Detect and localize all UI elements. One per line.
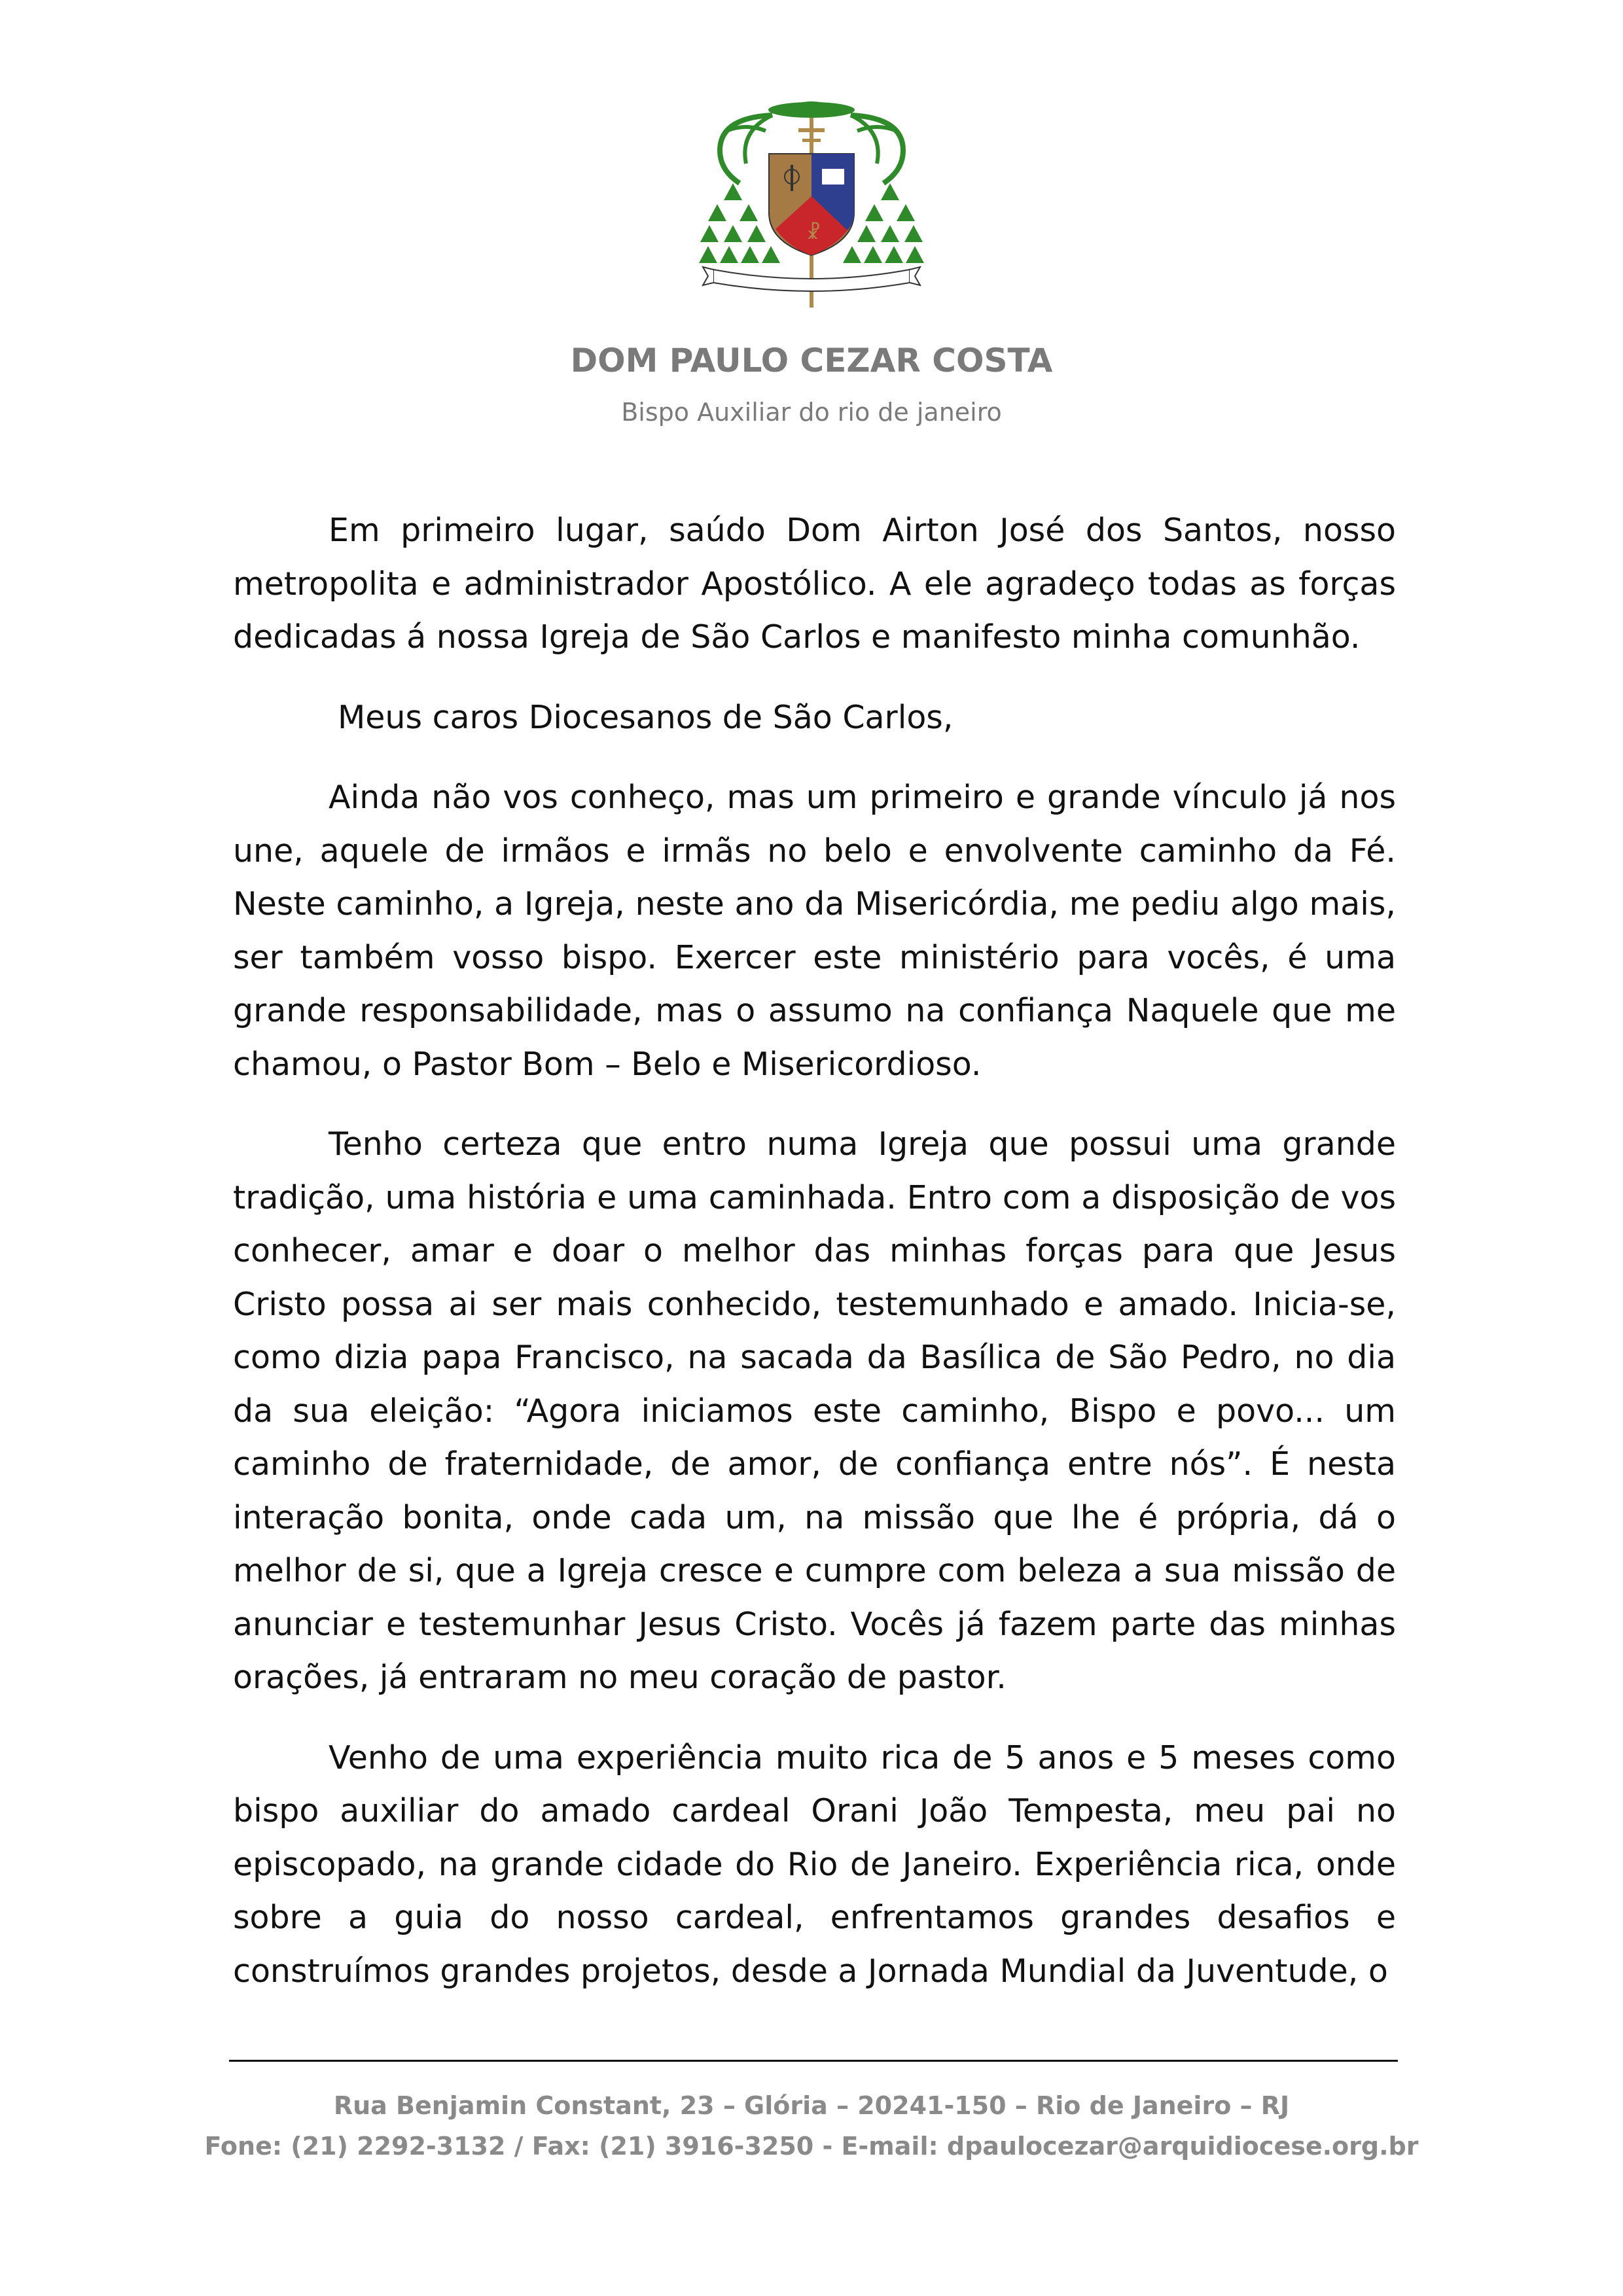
paragraph: Ainda não vos conheço, mas um primeiro e grande vínculo já nos une, aquele de irmãos e irmãs no belo e envolvente caminho da Fé. Neste caminho, a Igreja, neste ano da Misericórdia, me pediu algo mais, ser também vosso bispo. Exercer este ministério para vocês, é uma grande responsabilidade, mas o assumo na confiança Naquele que me chamou, o Pastor Bom – Belo e Misericordioso.: [233, 779, 1396, 1083]
footer-address: Rua Benjamin Constant, 23 – Glória – 20241-150 – Rio de Janeiro – RJ: [333, 2091, 1290, 2120]
coat-of-arms: [694, 92, 929, 314]
paragraph: Tenho certeza que entro numa Igreja que possui uma grande tradição, uma história e uma caminhada. Entro com a disposição de vos conhecer, amar e doar o melhor das minhas forças para que Jesus Cristo possa ai ser mais conhecido, testemunhado e amado. Inicia-se, como dizia papa Francisco, na sacada da Basílica de São Pedro, no dia da sua eleição: “Agora iniciamos este caminho, Bispo e povo... um caminho de fraternidade, de amor, de confiança entre nós”. É nesta interação bonita, onde cada um, na missão que lhe é própria, dá o melhor de si, que a Igreja cresce e cumpre com beleza a sua missão de anunciar e testemunhar Jesus Cristo. Vocês já fazem parte das minhas orações, já entraram no meu coração de pastor.: [233, 1125, 1396, 1696]
svg-text:☧: ☧: [806, 222, 821, 243]
coat-of-arms-icon: [694, 92, 929, 314]
paragraph-greeting: Em primeiro lugar, saúdo Dom Airton José dos Santos, nosso metropolita e administrador Apostólico. A ele agradeço todas as forças dedicadas á nossa Igreja de São Carlos e manifesto minha comunhão.: [233, 512, 1396, 656]
bishop-name: DOM PAULO CEZAR COSTA: [570, 342, 1053, 380]
paragraph: Venho de uma experiência muito rica de 5 anos e 5 meses como bispo auxiliar do amado cardeal Orani João Tempesta, meu pai no episcopado, na grande cidade do Rio de Janeiro. Experiência rica, onde sobre a guia do nosso cardeal, enfrentamos grandes desafios e construímos grandes projetos, desde a Jornada Mundial da Juventude, o: [233, 1739, 1396, 1990]
letter-body: [233, 504, 1396, 2024]
bishop-title: Bispo Auxiliar do rio de janeiro: [621, 398, 1002, 427]
footer-contact: Fone: (21) 2292-3132 / Fax: (21) 3916-3250 - E-mail: dpaulocezar@arquidiocese.org.br: [204, 2132, 1419, 2161]
footer-divider: [229, 2060, 1398, 2062]
paragraph-salutation: Meus caros Diocesanos de São Carlos,: [338, 698, 954, 736]
